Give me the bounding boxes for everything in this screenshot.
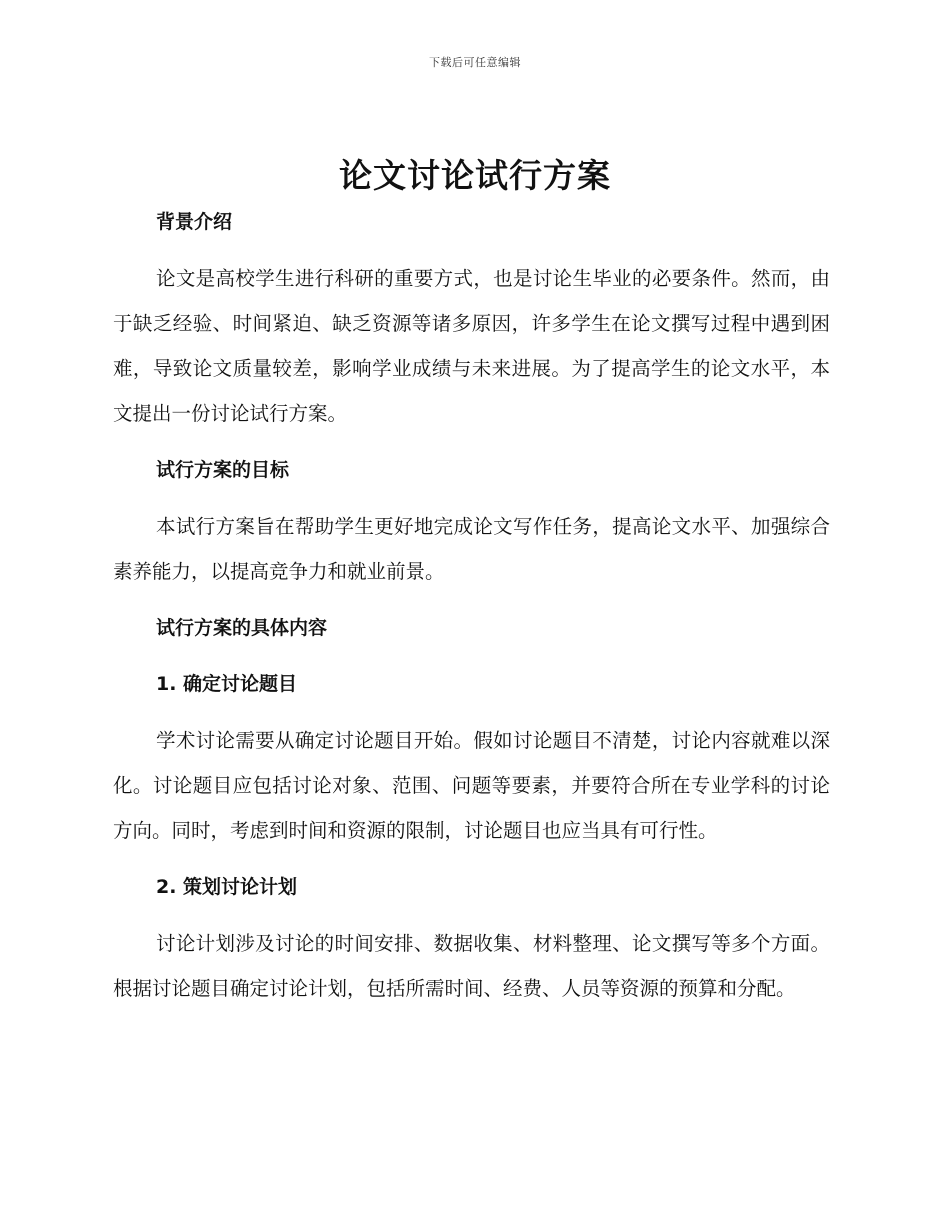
- item-heading-2: 2. 策划讨论计划: [156, 876, 298, 898]
- section-heading-content: 试行方案的具体内容: [156, 617, 328, 639]
- section-text-goal: 本试行方案旨在帮助学生更好地完成论文写作任务，提高论文水平、加强综合素养能力，以提高竞争力和就业前景。: [113, 515, 830, 583]
- document-body: [113, 200, 830, 1011]
- item-heading-1: 1. 确定讨论题目: [156, 673, 298, 695]
- section-heading-background: 背景介绍: [156, 211, 233, 233]
- item-text-1: 学术讨论需要从确定讨论题目开始。假如讨论题目不清楚，讨论内容就难以深化。讨论题目应包括讨论对象、范围、问题等要素，并要符合所在专业学科的讨论方向。同时，考虑到时间和资源的限制，讨论题目也应当具有可行性。: [113, 729, 830, 842]
- document-title: 论文讨论试行方案: [339, 156, 611, 195]
- header-note: 下载后可任意编辑: [429, 56, 521, 69]
- section-heading-goal: 试行方案的目标: [156, 459, 290, 481]
- section-text-background: 论文是高校学生进行科研的重要方式，也是讨论生毕业的必要条件。然而，由于缺乏经验、时间紧迫、缺乏资源等诸多原因，许多学生在论文撰写过程中遇到困难，导致论文质量较差，影响学业成绩与未来进展。为了提高学生的论文水平，本文提出一份讨论试行方案。: [113, 267, 830, 425]
- item-text-2: 讨论计划涉及讨论的时间安排、数据收集、材料整理、论文撰写等多个方面。根据讨论题目确定讨论计划，包括所需时间、经费、人员等资源的预算和分配。: [113, 932, 830, 1000]
